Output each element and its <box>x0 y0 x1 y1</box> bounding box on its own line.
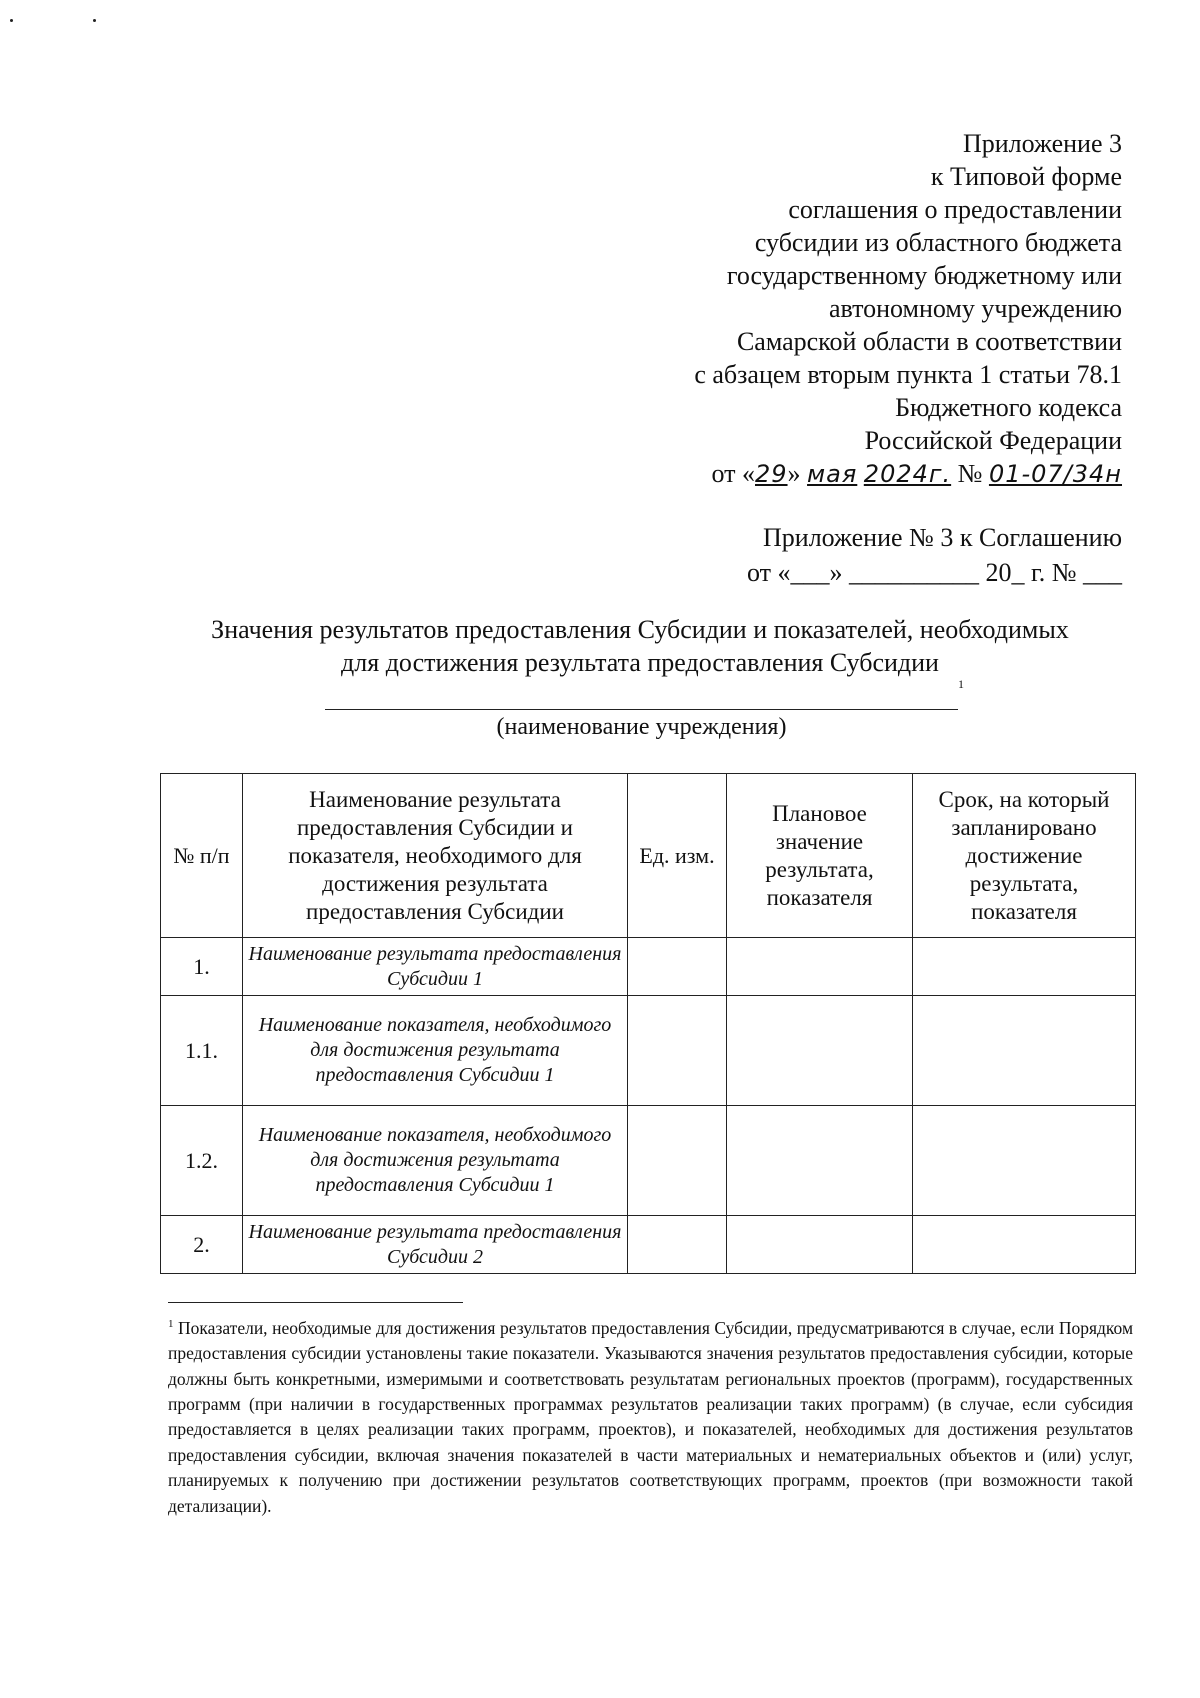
row-plan-cell <box>727 1106 913 1216</box>
handwritten-number: 01-07/34н <box>988 460 1122 488</box>
row-name: Наименование результата предоставления Субсидии 1 <box>243 938 628 996</box>
footnote-mark: 1 <box>168 1318 174 1330</box>
header-line: Бюджетного кодекса <box>895 393 1122 422</box>
document-title <box>160 613 1120 679</box>
header-line: автономному учреждению <box>828 294 1122 323</box>
row-term-cell <box>913 1106 1136 1216</box>
row-number: 1.2. <box>161 1106 243 1216</box>
header-line: к Типовой форме <box>930 162 1122 191</box>
column-header-number: № п/п <box>161 774 243 938</box>
row-name: Наименование результата предоставления Субсидии 2 <box>243 1216 628 1274</box>
header-line: Российской Федерации <box>864 426 1122 455</box>
row-number: 2. <box>161 1216 243 1274</box>
footnote <box>168 1312 1133 1519</box>
row-unit-cell <box>628 938 727 996</box>
title-line: для достижения результата предоставления Субсидии <box>341 648 939 677</box>
institution-caption: (наименование учреждения) <box>496 714 787 740</box>
table-row <box>161 996 1136 1106</box>
appendix-header <box>562 127 1122 491</box>
header-line: соглашения о предоставлении <box>788 195 1122 224</box>
row-term-cell <box>913 938 1136 996</box>
table-row <box>161 1216 1136 1274</box>
handwritten-month: мая <box>807 460 858 488</box>
scan-dot <box>93 19 96 22</box>
header-line: субсидии из областного бюджета <box>754 228 1122 257</box>
table-header-row <box>161 774 1136 938</box>
handwritten-year: 2024г. <box>863 460 952 488</box>
table-row <box>161 938 1136 996</box>
header-line: Самарской области в соответствии <box>736 327 1122 356</box>
title-footnote-mark: 1 <box>958 677 964 691</box>
results-table <box>160 773 1136 1274</box>
column-header-name: Наименование результата предоставления Субсидии и показателя, необходимого для достижения результата предоставления Субсидии <box>243 774 628 938</box>
approval-date-line <box>562 457 1122 491</box>
footnote-separator <box>168 1302 463 1303</box>
row-name: Наименование показателя, необходимого для достижения результата предоставления Субсидии 1 <box>243 996 628 1106</box>
row-term-cell <box>913 996 1136 1106</box>
date-mid: » <box>787 459 808 488</box>
footnote-text: Показатели, необходимые для достижения результатов предоставления Субсидии, предусматриваются в случае, если Порядком предоставления субсидии установлены такие показатели. Указываются значения результатов предоставления субсидии, которые должны быть конкретными, измеримыми и соответствовать результатам региональных проектов (программ), государственных программ (при наличии в государственных программах результатов реализации таких программ) (в случае, если субсидия предоставляется в целях реализации таких программ, проектов), и показателей, необходимых для достижения результатов предоставления субсидии, включая значения показателей в части материальных и нематериальных объектов и (или) услуг, планируемых к получению при достижении результатов соответствующих программ, проектов (при возможности такой детализации). <box>168 1317 1134 1516</box>
header-line: Приложение 3 <box>962 129 1122 158</box>
row-name: Наименование показателя, необходимого для достижения результата предоставления Субсидии 1 <box>243 1106 628 1216</box>
scan-dot <box>10 19 13 22</box>
table-row <box>161 1106 1136 1216</box>
row-plan-cell <box>727 1216 913 1274</box>
column-header-plan-value: Плановое значение результата, показателя <box>727 774 913 938</box>
row-plan-cell <box>727 938 913 996</box>
column-header-term: Срок, на который запланировано достижение результата, показателя <box>913 774 1136 938</box>
header-line: с абзацем вторым пункта 1 статьи 78.1 <box>694 360 1122 389</box>
agreement-ref-date-line: от «___» __________ 20_ г. № ___ <box>746 558 1122 587</box>
row-unit-cell <box>628 1106 727 1216</box>
row-term-cell <box>913 1216 1136 1274</box>
header-line: государственному бюджетному или <box>726 261 1122 290</box>
row-number: 1.1. <box>161 996 243 1106</box>
row-unit-cell <box>628 1216 727 1274</box>
institution-name-line <box>325 709 958 710</box>
row-unit-cell <box>628 996 727 1106</box>
column-header-unit: Ед. изм. <box>628 774 727 938</box>
number-prefix: № <box>951 459 989 488</box>
scan-speck <box>8 8 108 28</box>
agreement-reference <box>562 520 1122 590</box>
date-prefix: от « <box>711 459 755 488</box>
handwritten-day: 29 <box>755 460 788 488</box>
title-line: Значения результатов предоставления Субсидии и показателей, необходимых <box>211 615 1069 644</box>
row-number: 1. <box>161 938 243 996</box>
agreement-ref-line: Приложение № 3 к Соглашению <box>763 523 1122 552</box>
row-plan-cell <box>727 996 913 1106</box>
